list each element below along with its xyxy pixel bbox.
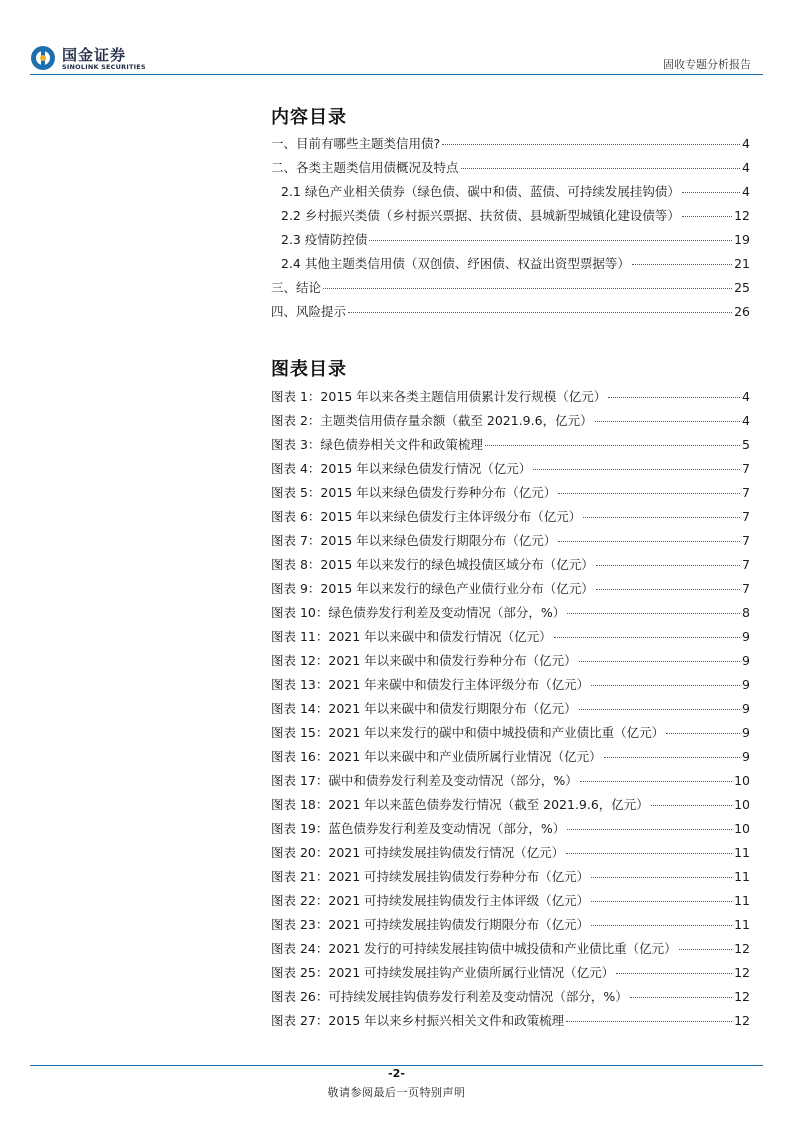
figure-entry-page: 12 [734,965,750,980]
figure-entry[interactable] [271,555,750,579]
figure-entry-text: 图表 20：2021 可持续发展挂钩债发行情况（亿元） [271,845,565,860]
figure-entry-page: 9 [742,749,750,764]
logo-cn-text: 国金证券 [62,46,127,64]
contents-entry-text: 2.2 乡村振兴类债（乡村振兴票据、扶贫债、县城新型城镇化建设债等） [281,208,680,223]
figure-entry[interactable] [271,867,750,891]
figure-entry-page: 7 [742,485,750,500]
figure-entry-text: 图表 10：绿色债券发行利差及变动情况（部分，%） [271,605,566,620]
figure-entry[interactable] [271,843,750,867]
figure-entry[interactable] [271,795,750,819]
figure-entry[interactable] [271,483,750,507]
header-divider [30,74,763,75]
figure-entry-page: 8 [742,605,750,620]
figure-entry-text: 图表 21：2021 可持续发展挂钩债发行券种分布（亿元） [271,869,590,884]
figure-entry-text: 图表 13：2021 年来碳中和债发行主体评级分布（亿元） [271,677,590,692]
dot-leader [666,733,740,734]
figure-entry[interactable] [271,699,750,723]
figure-entry[interactable] [271,651,750,675]
dot-leader [596,589,740,590]
sinolink-logo-icon [30,45,56,71]
contents-entry-text: 四、风险提示 [271,304,347,319]
figure-entry-page: 11 [734,917,750,932]
footer-disclaimer: 敬请参阅最后一页特别声明 [327,1086,466,1099]
contents-entry-page: 4 [742,136,750,151]
figure-entry[interactable] [271,603,750,627]
figure-entry[interactable] [271,579,750,603]
figure-entry-page: 4 [742,389,750,404]
dot-leader [554,637,740,638]
dot-leader [348,312,732,313]
figure-entry-text: 图表 9：2015 年以来发行的绿色产业债行业分布（亿元） [271,581,594,596]
figure-entry-text: 图表 16：2021 年以来碳中和产业债所属行业情况（亿元） [271,749,602,764]
contents-entry-page: 21 [734,256,750,271]
contents-entry[interactable] [271,182,750,206]
figure-entry-text: 图表 11：2021 年以来碳中和债发行情况（亿元） [271,629,552,644]
contents-entry-text: 2.1 绿色产业相关债券（绿色债、碳中和债、蓝债、可持续发展挂钩债） [281,184,680,199]
dot-leader [630,997,732,998]
figure-entry-text: 图表 3：绿色债券相关文件和政策梳理 [271,437,483,452]
figure-entry-page: 12 [734,1013,750,1028]
dot-leader [323,288,732,289]
figure-entry[interactable] [271,987,750,1011]
figure-entry[interactable] [271,387,750,411]
figure-entry-page: 9 [742,677,750,692]
dot-leader [682,216,732,217]
dot-leader [591,877,732,878]
contents-entry[interactable] [271,230,750,254]
report-type: 固收专题分析报告 [663,58,751,71]
figure-entry-page: 11 [734,845,750,860]
figure-entry-text: 图表 1：2015 年以来各类主题信用债累计发行规模（亿元） [271,389,607,404]
contents-entry[interactable] [271,206,750,230]
figures-title: 图表目录 [271,359,347,380]
figure-entry-page: 7 [742,557,750,572]
figure-entry-page: 11 [734,893,750,908]
contents-entry-page: 25 [734,280,750,295]
dot-leader [485,445,740,446]
page-number: -2- [388,1067,405,1080]
figure-entry-page: 10 [734,821,750,836]
contents-entry[interactable] [271,302,750,326]
figure-entry-page: 7 [742,581,750,596]
figure-entry-text: 图表 4：2015 年以来绿色债发行情况（亿元） [271,461,532,476]
contents-entry[interactable] [271,134,750,158]
figure-entry-page: 9 [742,725,750,740]
figure-entry-page: 7 [742,533,750,548]
dot-leader [442,144,740,145]
dot-leader [651,805,732,806]
company-logo [30,45,170,75]
contents-entry-page: 26 [734,304,750,319]
dot-leader [579,709,740,710]
footer-divider [30,1065,763,1066]
contents-entry[interactable] [271,278,750,302]
dot-leader [682,192,740,193]
figure-entry-page: 11 [734,869,750,884]
figure-entry-text: 图表 27：2015 年以来乡村振兴相关文件和政策梳理 [271,1013,565,1028]
dot-leader [533,469,740,470]
dot-leader [579,661,740,662]
contents-entry-text: 三、结论 [271,280,322,295]
figure-entry[interactable] [271,771,750,795]
figure-entry-page: 4 [742,413,750,428]
dot-leader [566,853,732,854]
dot-leader [616,973,732,974]
dot-leader [369,240,732,241]
dot-leader [632,264,732,265]
figure-entry-text: 图表 17：碳中和债券发行利差及变动情况（部分，%） [271,773,578,788]
figure-entry[interactable] [271,627,750,651]
figure-entry-page: 10 [734,773,750,788]
figure-entry[interactable] [271,819,750,843]
logo-en-text: SINOLINK SECURITIES [62,63,146,71]
page-header [0,0,793,80]
figure-entry[interactable] [271,963,750,987]
figure-entry[interactable] [271,747,750,771]
figure-entry[interactable] [271,891,750,915]
contents-entry-page: 12 [734,208,750,223]
figure-entry-text: 图表 15：2021 年以来发行的碳中和债中城投债和产业债比重（亿元） [271,725,665,740]
figure-entry[interactable] [271,411,750,435]
dot-leader [558,493,740,494]
figure-entry[interactable] [271,723,750,747]
figure-entry-page: 9 [742,653,750,668]
figure-entry-text: 图表 26：可持续发展挂钩债券发行利差及变动情况（部分，%） [271,989,628,1004]
figure-entry[interactable] [271,939,750,963]
figure-entry-text: 图表 19：蓝色债券发行利差及变动情况（部分，%） [271,821,566,836]
figure-entry[interactable] [271,507,750,531]
contents-entry-text: 2.4 其他主题类信用债（双创债、纾困债、权益出资型票据等） [281,256,630,271]
figure-entry-page: 7 [742,509,750,524]
figure-entry-page: 9 [742,701,750,716]
dot-leader [591,685,740,686]
dot-leader [583,517,740,518]
figure-entry-page: 9 [742,629,750,644]
dot-leader [567,613,740,614]
dot-leader [591,901,732,902]
contents-entry[interactable] [271,254,750,278]
figure-entry[interactable] [271,435,750,459]
figure-entry-text: 图表 18：2021 年以来蓝色债券发行情况（截至 2021.9.6，亿元） [271,797,649,812]
dot-leader [604,757,740,758]
contents-entry-text: 二、各类主题类信用债概况及特点 [271,160,459,175]
dot-leader [558,541,740,542]
contents-entry-text: 2.3 疫情防控债 [281,232,368,247]
dot-leader [595,421,740,422]
figure-entry-text: 图表 5：2015 年以来绿色债发行券种分布（亿元） [271,485,557,500]
dot-leader [596,565,740,566]
figure-entry-text: 图表 2：主题类信用债存量余额（截至 2021.9.6，亿元） [271,413,593,428]
contents-entry-page: 4 [742,184,750,199]
dot-leader [580,781,732,782]
figure-entry-text: 图表 24：2021 发行的可持续发展挂钩债中城投债和产业债比重（亿元） [271,941,677,956]
dot-leader [461,168,741,169]
figure-entry-page: 7 [742,461,750,476]
dot-leader [566,1021,732,1022]
dot-leader [591,925,732,926]
figure-entry-page: 12 [734,941,750,956]
figure-entry[interactable] [271,915,750,939]
figures-list [271,387,750,1035]
contents-title: 内容目录 [271,107,347,128]
figure-entry-text: 图表 6：2015 年以来绿色债发行主体评级分布（亿元） [271,509,582,524]
figure-entry[interactable] [271,1011,750,1035]
figure-entry-page: 5 [742,437,750,452]
figure-entry-text: 图表 8：2015 年以来发行的绿色城投债区域分布（亿元） [271,557,594,572]
figure-entry-text: 图表 22：2021 可持续发展挂钩债发行主体评级（亿元） [271,893,590,908]
figure-entry-text: 图表 25：2021 可持续发展挂钩产业债所属行业情况（亿元） [271,965,615,980]
figure-entry-text: 图表 14：2021 年以来碳中和债发行期限分布（亿元） [271,701,577,716]
figure-entry[interactable] [271,531,750,555]
figure-entry-text: 图表 23：2021 可持续发展挂钩债发行期限分布（亿元） [271,917,590,932]
contents-list [271,134,750,326]
figure-entry-page: 10 [734,797,750,812]
figure-entry-page: 12 [734,989,750,1004]
contents-entry-page: 4 [742,160,750,175]
contents-entry-text: 一、目前有哪些主题类信用债? [271,136,441,151]
dot-leader [679,949,732,950]
dot-leader [608,397,740,398]
dot-leader [567,829,732,830]
figure-entry[interactable] [271,675,750,699]
contents-entry-page: 19 [734,232,750,247]
contents-entry[interactable] [271,158,750,182]
figure-entry-text: 图表 12：2021 年以来碳中和债发行券种分布（亿元） [271,653,577,668]
figure-entry[interactable] [271,459,750,483]
figure-entry-text: 图表 7：2015 年以来绿色债发行期限分布（亿元） [271,533,557,548]
